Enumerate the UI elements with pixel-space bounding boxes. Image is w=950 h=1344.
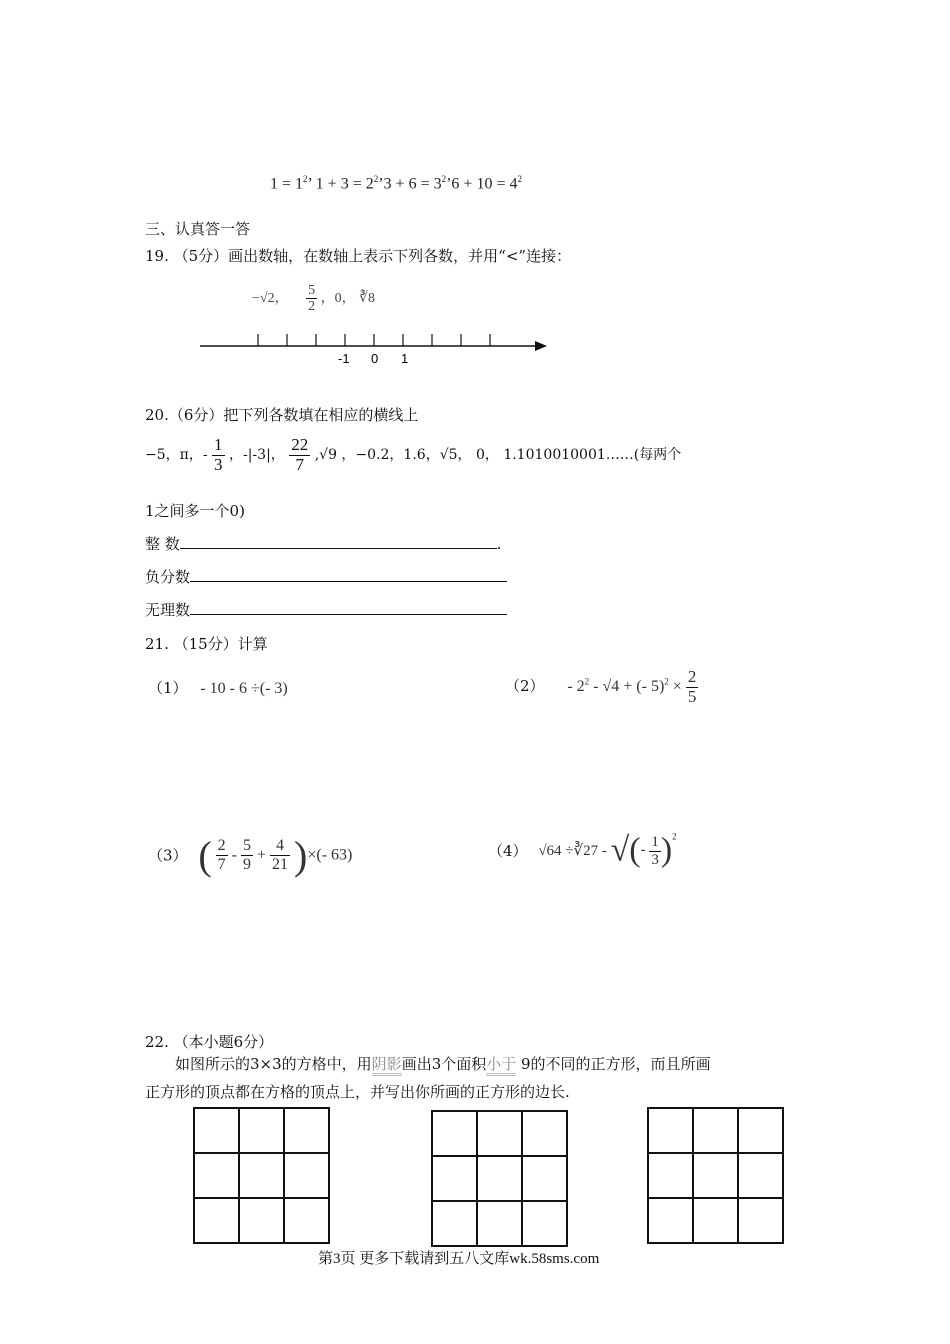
q20-frac2-den: 7 xyxy=(295,454,304,474)
q21-p2-frac-num: 2 xyxy=(687,667,697,686)
q20-blank2-label: 负分数 xyxy=(145,568,191,586)
q21-p2-b: - √4 + (- 5) xyxy=(589,677,665,695)
number-line-ticks xyxy=(258,334,490,346)
q20-blank-irrational xyxy=(145,599,507,620)
q20-frac1-num: 1 xyxy=(214,435,223,454)
q19-n1: −√2， xyxy=(252,291,289,307)
eq-sep2: ’ xyxy=(378,175,384,193)
q21-p4-fd: 3 xyxy=(651,851,659,868)
q20-numbers-cont: 1之间多一个0) xyxy=(145,502,245,520)
eq-d-exp: 2 xyxy=(517,174,522,184)
q21-p3-f1 xyxy=(216,837,228,873)
eq-a: 1 = 1 xyxy=(270,175,304,193)
eq-sep1: ’ xyxy=(307,175,313,193)
grid-1[interactable] xyxy=(193,1107,330,1244)
q21-p4-label: （4） xyxy=(488,841,528,860)
top-equation xyxy=(270,174,522,193)
negative-fractions-blank[interactable] xyxy=(190,567,507,582)
q21-p3-f3 xyxy=(270,837,290,873)
eq-c: 3 + 6 = 3 xyxy=(383,175,442,193)
grid-3[interactable] xyxy=(647,1107,784,1244)
integers-blank[interactable] xyxy=(180,534,497,549)
q21-p3-f2 xyxy=(241,837,253,873)
q22-highlight-less: 小于 xyxy=(486,1055,516,1076)
q21-p4-fn: 1 xyxy=(651,834,659,850)
q21-part1 xyxy=(148,677,288,698)
tick-label-neg1: -1 xyxy=(338,351,350,366)
q19-numbers xyxy=(252,283,375,315)
q21-p4-exp: 2 xyxy=(672,832,677,842)
q20-nums-a: −5，π，- xyxy=(145,447,208,464)
q21-p3-f1n: 2 xyxy=(217,837,226,855)
q21-p3-label: （3） xyxy=(148,846,188,865)
q21-p1-expr: - 10 - 6 ÷(- 3) xyxy=(200,680,288,697)
q21-p3-f2d: 9 xyxy=(242,856,251,873)
q22-line1-a: 如图所示的3×3的方格中，用 xyxy=(175,1055,372,1073)
q21-p3-tail: ×(- 63) xyxy=(307,846,353,864)
q21-p3-op2: + xyxy=(256,846,267,864)
q20-frac2-num: 22 xyxy=(291,435,309,454)
q20-numbers xyxy=(145,436,681,474)
q21-part2 xyxy=(505,668,698,706)
eq-c-exp: 2 xyxy=(441,174,447,184)
q22-line1-c: 9的不同的正方形，而且所画 xyxy=(516,1055,711,1073)
q21-p3-f1d: 7 xyxy=(217,856,226,873)
eq-a-exp: 2 xyxy=(303,174,308,184)
q21-p2-exp2: 2 xyxy=(664,676,669,687)
page-footer: 第3页 更多下载请到五八文库wk.58sms.com xyxy=(318,1251,600,1267)
q21-p2-frac-den: 5 xyxy=(687,686,697,706)
q20-label: 20.（6分）把下列各数填在相应的横线上 xyxy=(145,406,419,424)
q22-line1-b: 画出3个面积 xyxy=(401,1055,487,1073)
grid-2[interactable] xyxy=(431,1110,568,1247)
q20-frac2 xyxy=(289,436,310,474)
q21-label: 21. （15分）计算 xyxy=(145,635,268,653)
q21-p4-frac xyxy=(649,834,661,868)
q20-blank-integers xyxy=(145,533,502,554)
q21-p2-c: × xyxy=(668,677,682,695)
q21-p2-frac xyxy=(686,668,699,706)
q21-p3-op1: - xyxy=(231,846,237,864)
eq-b: 1 + 3 = 2 xyxy=(315,175,374,193)
number-line-arrow xyxy=(535,341,547,351)
q21-p1-label: （1） xyxy=(148,679,188,697)
q20-blank-negfrac xyxy=(145,566,507,587)
eq-sep3: ’ xyxy=(446,175,452,193)
q20-frac1-den: 3 xyxy=(214,454,223,474)
irrational-blank[interactable] xyxy=(190,600,507,615)
q21-p3-f3d: 21 xyxy=(272,856,289,873)
q22-line1 xyxy=(175,1053,711,1074)
tick-label-1: 1 xyxy=(401,351,409,366)
q19-label: 19. （5分）画出数轴，在数轴上表示下列各数，并用“<”连接： xyxy=(145,247,572,265)
q22-highlight-shadow: 阴影 xyxy=(372,1055,402,1076)
eq-d: 6 + 10 = 4 xyxy=(451,175,518,193)
q19-n3: ，0， xyxy=(320,291,356,307)
tick-label-0: 0 xyxy=(371,351,379,366)
q20-blank3-label: 无理数 xyxy=(145,601,191,619)
eq-b-exp: 2 xyxy=(373,174,379,184)
q20-nums-c: ,√9 ，−0.2，1.6，√5， 0， 1.1010010001……(每两个 xyxy=(314,447,682,464)
q20-blank1-end: . xyxy=(496,535,502,553)
q20-nums-b: ，-|-3|， xyxy=(228,447,285,464)
section-title: 三、认真答一答 xyxy=(145,220,251,238)
q21-p3-f3n: 4 xyxy=(270,837,290,856)
q20-frac1 xyxy=(212,436,225,474)
q21-p2-a: - 2 xyxy=(567,677,585,695)
q21-p2-exp1: 2 xyxy=(584,676,590,687)
q21-part3: （3） ( $\frac{2}{7}$ - $\frac{5}{9}$ + $\frac{4}{21}$ )×(- 63) xyxy=(148,833,353,878)
q21-part4: （4） √64 ÷∛27 - √(- $\frac{1}{3}$ )$^2$ xyxy=(488,832,677,869)
q21-p4-inner: - xyxy=(640,842,650,859)
q22-label: 22. （本小题6分） xyxy=(145,1033,274,1051)
q22-line2: 正方形的顶点都在方格的顶点上，并写出你所画的正方形的边长. xyxy=(145,1083,570,1101)
q21-p3-f2n: 5 xyxy=(242,837,251,855)
number-line xyxy=(195,325,555,370)
q19-n2-den: 2 xyxy=(308,299,316,315)
q19-n4: ∛8 xyxy=(359,291,376,307)
q21-p2-label: （2） xyxy=(505,676,545,695)
q21-p4-expr: √64 ÷∛27 - xyxy=(538,843,607,860)
q19-n2-num: 5 xyxy=(308,283,316,298)
q20-blank1-label: 整 数 xyxy=(145,535,180,553)
q19-n2 xyxy=(306,283,317,315)
